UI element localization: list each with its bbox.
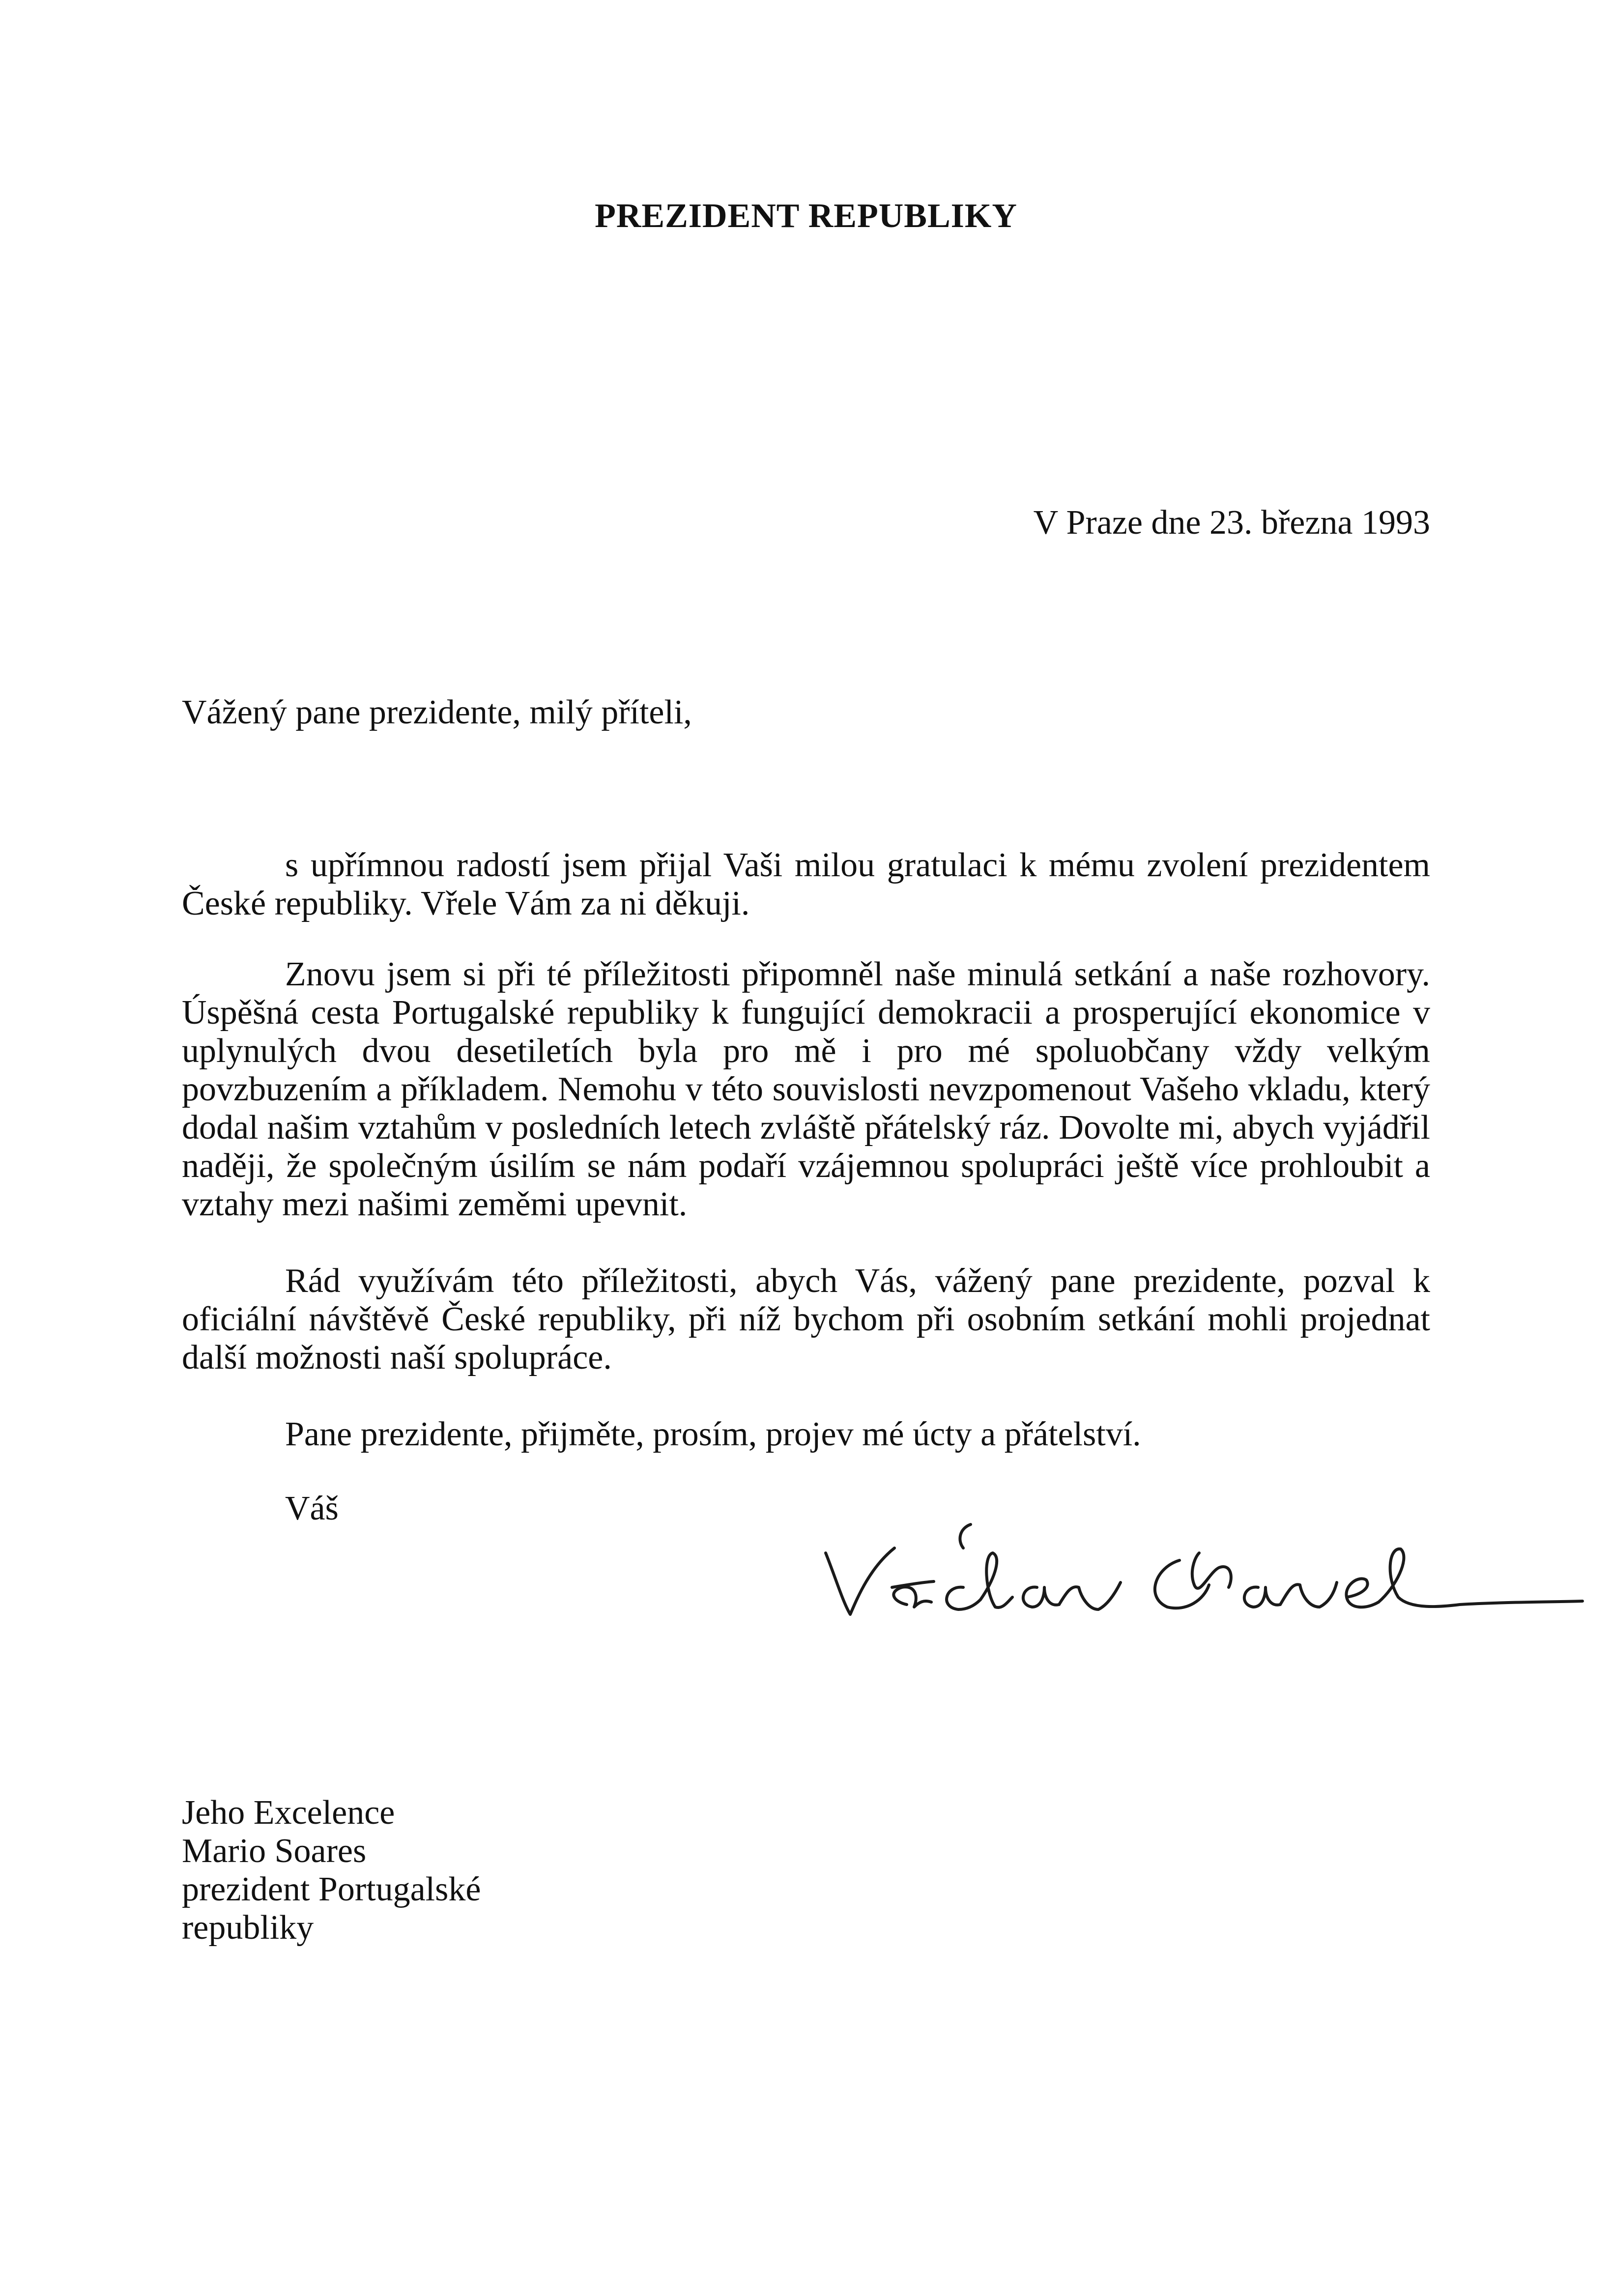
- paragraph-cooperation: Znovu jsem si při té příležitosti připomněl naše minulá setkání a naše rozhovory. Úspěšná cesta Portugalské republiky k fungující demokracii a prosperující ekonomice v uplynulých dvou desetiletích byla pro mě i pro mé spoluobčany vždy velkým povzbuzením a příkladem. Nemohu v této souvislosti nevzpomenout Vašeho vkladu, který dodal našim vztahům v posledních letech zvláště přátelský ráz. Dovolte mi, abych vyjádřil naději, že společným úsilím se nám podaří vzájemnou spolupráci ještě více prohloubit a vztahy mezi našimi zeměmi upevnit.: [182, 955, 1430, 1223]
- recipient-address: [182, 1794, 481, 1947]
- address-line-title: Jeho Excelence: [182, 1794, 395, 1832]
- letter-date: V Praze dne 23. března 1993: [1033, 504, 1430, 542]
- salutation: Vážený pane prezidente, milý příteli,: [182, 693, 692, 731]
- address-line-country: republiky: [182, 1909, 314, 1947]
- address-line-office: prezident Portugalské: [182, 1870, 481, 1908]
- paragraph-regards: Pane prezidente, přijměte, prosím, projev mé úcty a přátelství.: [285, 1415, 1141, 1453]
- handwritten-signature: [801, 1514, 1587, 1627]
- address-line-name: Mario Soares: [182, 1832, 367, 1870]
- closing-word: Váš: [285, 1490, 339, 1527]
- letterhead-title: PREZIDENT REPUBLIKY: [595, 197, 1017, 235]
- paragraph-gratitude: s upřímnou radostí jsem přijal Vaši milou gratulaci k mému zvolení prezidentem České republiky. Vřele Vám za ni děkuji.: [182, 846, 1430, 922]
- paragraph-invitation: Rád využívám této příležitosti, abych Vás, vážený pane prezidente, pozval k oficiální návštěvě České republiky, při níž bychom při osobním setkání mohli projednat další možnosti naší spolupráce.: [182, 1262, 1430, 1377]
